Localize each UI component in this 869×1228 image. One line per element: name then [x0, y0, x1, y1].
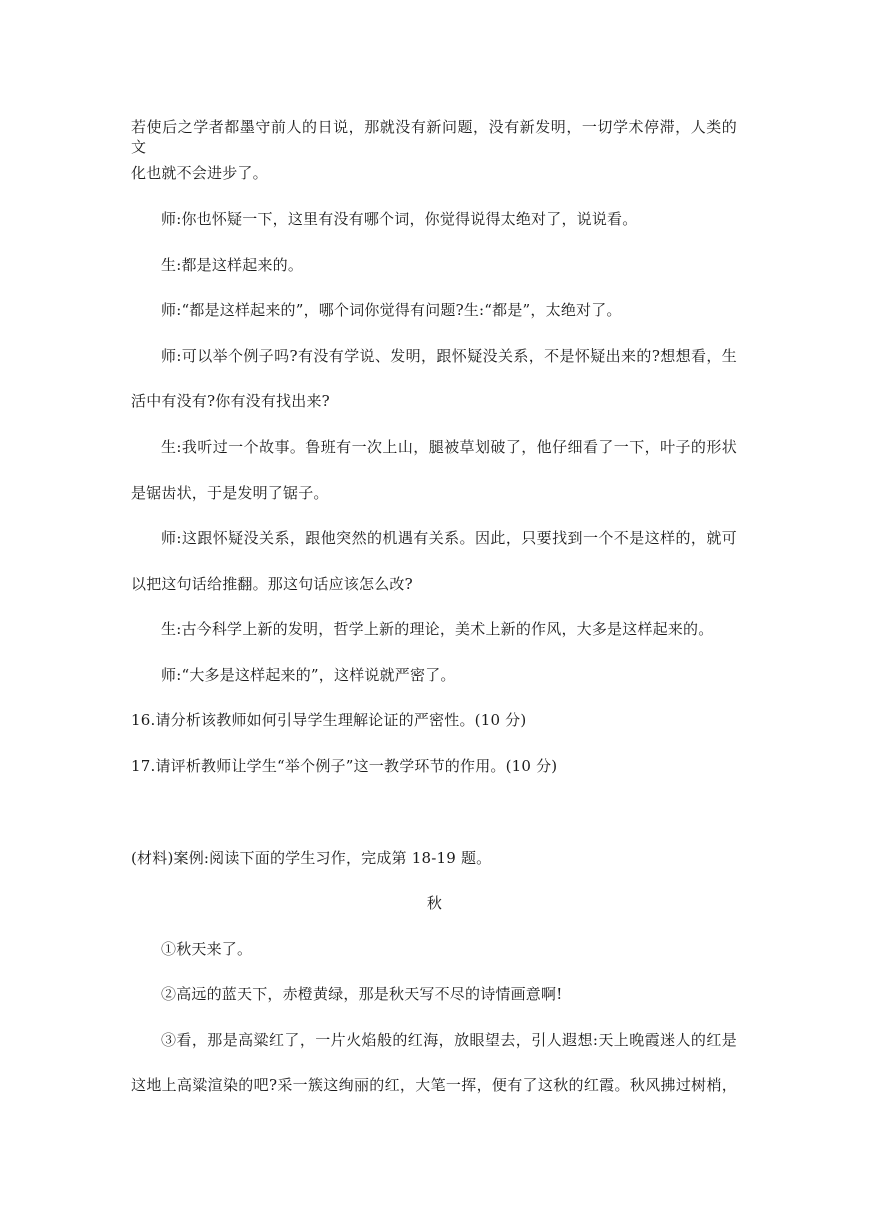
material-intro: (材料)案例:阅读下面的学生习作，完成第 18-19 题。 — [131, 849, 492, 867]
essay-paragraph: ②高远的蓝天下，赤橙黄绿，那是秋天写不尽的诗情画意啊! — [161, 985, 563, 1003]
text-line: 这地上高粱渲染的吧?采一簇这绚丽的红，大笔一挥，便有了这秋的红霞。秋风拂过树梢， — [131, 1076, 737, 1094]
question-17: 17.请评析教师让学生“举个例子”这一教学环节的作用。(10 分) — [131, 757, 558, 775]
essay-title: 秋 — [426, 894, 443, 912]
dialogue-line: 师:“大多是这样起来的”，这样说就严密了。 — [161, 666, 456, 684]
text-line: 以把这句话给推翻。那这句话应该怎么改? — [131, 575, 413, 593]
text-line: 若使后之学者都墨守前人的日说，那就没有新问题，没有新发明，一切学术停滞，人类的文 — [131, 118, 737, 156]
essay-paragraph: ①秋天来了。 — [161, 940, 253, 958]
text-line: 是锯齿状，于是发明了锯子。 — [131, 484, 329, 502]
text-line: 活中有没有?你有没有找出来? — [131, 392, 330, 410]
dialogue-line: 生:古今科学上新的发明，哲学上新的理论，美术上新的作风，大多是这样起来的。 — [161, 620, 714, 638]
essay-paragraph: ③看，那是高粱红了，一片火焰般的红海，放眼望去，引人遐想:天上晚霞迷人的红是 — [161, 1031, 737, 1049]
question-16: 16.请分析该教师如何引导学生理解论证的严密性。(10 分) — [131, 711, 527, 729]
dialogue-line: 生:都是这样起来的。 — [161, 256, 304, 274]
dialogue-line: 生:我听过一个故事。鲁班有一次上山，腿被草划破了，他仔细看了一下，叶子的形状 — [161, 438, 737, 456]
text-line: 化也就不会进步了。 — [131, 164, 268, 182]
dialogue-line: 师:这跟怀疑没关系，跟他突然的机遇有关系。因此，只要找到一个不是这样的，就可 — [161, 529, 737, 547]
dialogue-line: 师:“都是这样起来的”，哪个词你觉得有问题?生:“都是”，太绝对了。 — [161, 301, 622, 319]
dialogue-line: 师:你也怀疑一下，这里有没有哪个词，你觉得说得太绝对了，说说看。 — [161, 210, 638, 228]
dialogue-line: 师:可以举个例子吗?有没有学说、发明，跟怀疑没关系，不是怀疑出来的?想想看，生 — [161, 347, 737, 365]
